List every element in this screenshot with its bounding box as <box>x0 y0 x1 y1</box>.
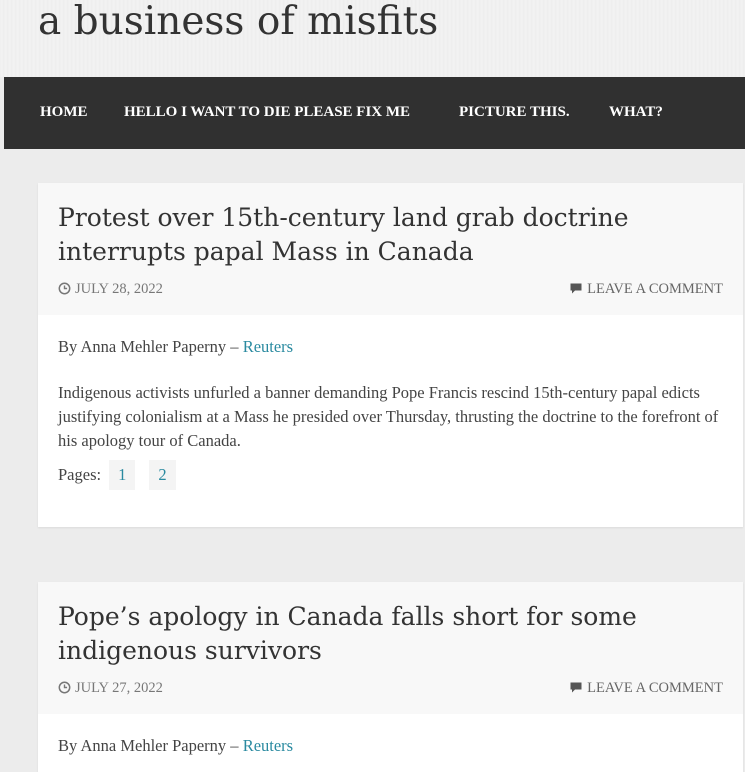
post-header <box>38 183 743 315</box>
post-card <box>38 183 743 527</box>
speech-bubble-icon <box>569 282 583 295</box>
clock-icon <box>58 681 71 694</box>
page-link-1[interactable]: 1 <box>109 460 135 490</box>
byline-author: By Anna Mehler Paperny – <box>58 736 243 755</box>
site-header <box>0 0 745 77</box>
byline <box>58 734 293 758</box>
nav-what[interactable]: WHAT? <box>609 104 663 120</box>
content-area <box>0 149 745 761</box>
source-link[interactable]: Reuters <box>242 736 294 755</box>
post-date <box>58 680 163 697</box>
main-nav <box>4 77 745 149</box>
source-link[interactable]: Reuters <box>242 337 294 356</box>
page-link-2[interactable]: 2 <box>149 460 175 490</box>
leave-comment-link[interactable]: LEAVE A COMMENT <box>587 680 723 696</box>
pagination <box>58 460 176 490</box>
post-excerpt: Indigenous activists unfurled a banner demanding Pope Francis rescind 15th-century papal edicts justifying colonialism at a Mass he presided over Thursday, thrusting the doctrine to the forefront of his apology tour of Canada. <box>58 383 719 450</box>
post-date <box>58 281 163 298</box>
byline-author: By Anna Mehler Paperny – <box>58 337 243 356</box>
byline <box>58 335 293 359</box>
nav-picture-this[interactable]: PICTURE THIS. <box>459 104 570 120</box>
post-body <box>38 714 743 772</box>
nav-home[interactable]: HOME <box>40 104 88 120</box>
pages-label: Pages: <box>58 465 102 484</box>
post-header <box>38 582 743 714</box>
clock-icon <box>58 282 71 295</box>
post-card <box>38 582 743 772</box>
post-date-text: JULY 27, 2022 <box>75 680 163 696</box>
post-body <box>38 315 743 527</box>
nav-hello[interactable]: HELLO I WANT TO DIE PLEASE FIX ME <box>124 104 411 120</box>
post-title[interactable]: Pope’s apology in Canada falls short for some indigenous survivors <box>58 602 637 665</box>
post-title[interactable]: Protest over 15th-century land grab doctrine interrupts papal Mass in Canada <box>58 203 629 266</box>
speech-bubble-icon <box>569 681 583 694</box>
post-comment[interactable] <box>569 680 723 697</box>
leave-comment-link[interactable]: LEAVE A COMMENT <box>587 281 723 297</box>
site-title[interactable]: a business of misfits <box>38 0 439 44</box>
post-comment[interactable] <box>569 281 723 298</box>
post-date-text: JULY 28, 2022 <box>75 281 163 297</box>
